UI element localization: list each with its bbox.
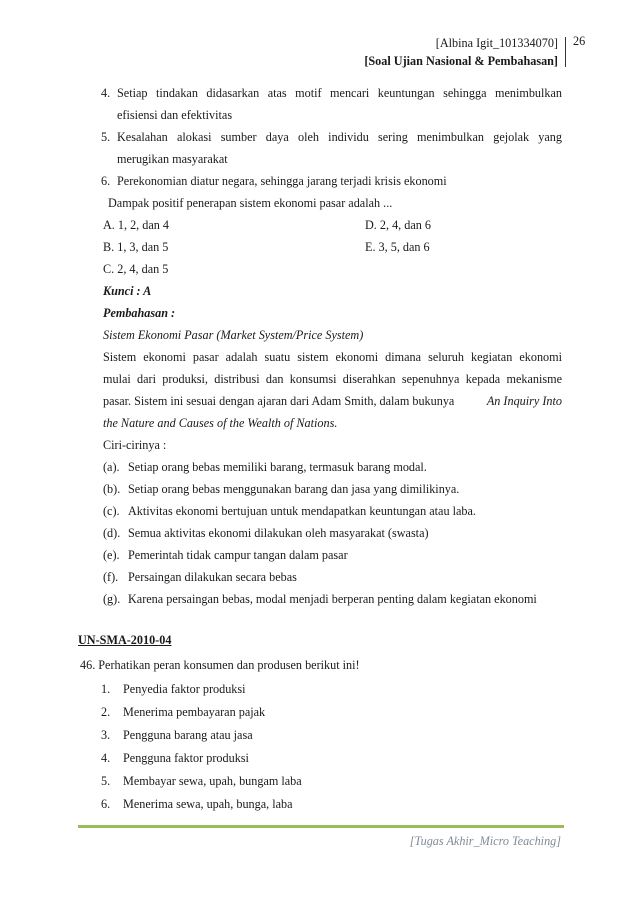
item-5-line2: merugikan masyarakat: [117, 152, 228, 166]
ciri-e-text: Pemerintah tidak campur tangan dalam pasar: [128, 548, 348, 562]
paragraph-line3: [103, 393, 562, 409]
question-46: 46. Perhatikan peran konsumen dan produsen berikut ini!: [80, 658, 360, 672]
ciri-b-text: Setiap orang bebas menggunakan barang dan jasa yang dimilikinya.: [128, 482, 460, 496]
ciri-label: Ciri-cirinya :: [103, 438, 167, 452]
header-title: [Soal Ujian Nasional & Pembahasan]: [364, 54, 558, 68]
section-code: UN-SMA-2010-04: [78, 633, 172, 647]
page-header: [364, 34, 558, 70]
book-title-part2: the Nature and Causes of the Wealth of Nations.: [103, 416, 338, 430]
page-footer: [Tugas Akhir_Micro Teaching]: [409, 834, 561, 848]
ciri-g-key: (g).: [103, 592, 121, 606]
ciri-f-text: Persaingan dilakukan secara bebas: [128, 570, 297, 584]
item-5-line1: Kesalahan alokasi sumber daya oleh individu sering menimbulkan gejolak yang: [117, 130, 562, 144]
pembahasan-title: Sistem Ekonomi Pasar (Market System/Price System): [103, 328, 364, 342]
option-a: A. 1, 2, dan 4: [103, 218, 170, 232]
ciri-f-key: (f).: [103, 570, 119, 584]
q46-item-3-number: 3.: [101, 728, 111, 742]
option-b: B. 1, 3, dan 5: [103, 240, 169, 254]
q46-item-5-text: Membayar sewa, upah, bungam laba: [123, 774, 302, 788]
item-5-number: 5.: [101, 130, 111, 144]
footer-divider: [78, 825, 564, 828]
option-e: E. 3, 5, dan 6: [365, 240, 430, 254]
q46-item-1-number: 1.: [101, 682, 111, 696]
q46-item-6-text: Menerima sewa, upah, bunga, laba: [123, 797, 293, 811]
paragraph-line3-text: pasar. Sistem ini sesuai dengan ajaran dari Adam Smith, dalam bukunya: [103, 394, 455, 408]
item-4-line1: Setiap tindakan didasarkan atas motif mencari keuntungan sehingga menimbulkan: [117, 86, 562, 100]
q46-item-2-text: Menerima pembayaran pajak: [123, 705, 266, 719]
item-6-line1: Perekonomian diatur negara, sehingga jarang terjadi krisis ekonomi: [117, 174, 447, 188]
q46-item-6-number: 6.: [101, 797, 111, 811]
page-number: 26: [573, 34, 586, 48]
book-title-part1: An Inquiry Into: [486, 394, 562, 408]
paragraph-line1: Sistem ekonomi pasar adalah suatu sistem ekonomi dimana seluruh kegiatan ekonomi: [103, 350, 562, 364]
q46-item-4-number: 4.: [101, 751, 111, 765]
ciri-a-text: Setiap orang bebas memiliki barang, termasuk barang modal.: [128, 460, 427, 474]
paragraph-line2: mulai dari produksi, distribusi dan konsumsi diserahkan sepenuhnya kepada mekanisme: [103, 372, 562, 386]
header-author: [Albina Igit_101334070]: [435, 36, 558, 50]
ciri-e-key: (e).: [103, 548, 120, 562]
header-divider: [565, 37, 566, 67]
item-4-number: 4.: [101, 86, 111, 100]
ciri-c-key: (c).: [103, 504, 120, 518]
item-4-line2: efisiensi dan efektivitas: [117, 108, 233, 122]
ciri-d-text: Semua aktivitas ekonomi dilakukan oleh masyarakat (swasta): [128, 526, 429, 540]
q46-item-5-number: 5.: [101, 774, 111, 788]
option-c: C. 2, 4, dan 5: [103, 262, 169, 276]
q46-item-1-text: Penyedia faktor produksi: [123, 682, 246, 696]
question-prompt: Dampak positif penerapan sistem ekonomi pasar adalah ...: [108, 196, 393, 210]
ciri-c-text: Aktivitas ekonomi bertujuan untuk mendapatkan keuntungan atau laba.: [128, 504, 476, 518]
option-d: D. 2, 4, dan 6: [365, 218, 432, 232]
pembahasan-label: Pembahasan :: [103, 306, 176, 320]
item-6-number: 6.: [101, 174, 111, 188]
ciri-b-key: (b).: [103, 482, 121, 496]
q46-item-3-text: Pengguna barang atau jasa: [123, 728, 253, 742]
q46-item-4-text: Pengguna faktor produksi: [123, 751, 249, 765]
answer-key: Kunci : A: [103, 284, 152, 298]
q46-item-2-number: 2.: [101, 705, 111, 719]
ciri-a-key: (a).: [103, 460, 120, 474]
ciri-g-text: Karena persaingan bebas, modal menjadi berperan penting dalam kegiatan ekonomi: [128, 592, 537, 606]
ciri-d-key: (d).: [103, 526, 121, 540]
